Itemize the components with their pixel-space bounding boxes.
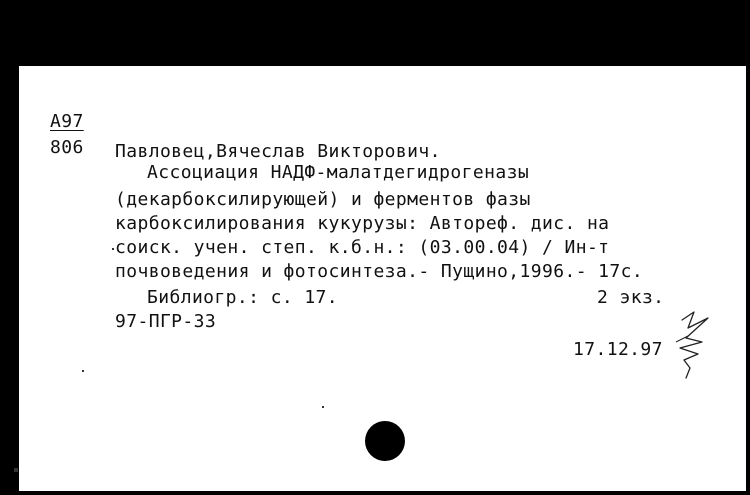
- handwritten-signature: [668, 308, 714, 380]
- registration-number: 97-ПГР-33: [115, 311, 217, 332]
- scan-border-left: [0, 0, 19, 495]
- scan-speck: [82, 370, 84, 372]
- title-line-3: карбоксилирования кукурузы: Автореф. дис. на: [115, 213, 610, 234]
- title-line-1: Ассоциация НАДФ-малатдегидрогеназы: [147, 162, 530, 183]
- scan-speck: [14, 468, 18, 472]
- copies-count: 2 экз.: [597, 287, 665, 308]
- bibliography-note: Библиогр.: с. 17.: [147, 287, 339, 308]
- title-line-2: (декарбоксилирующей) и ферментов фазы: [115, 189, 531, 210]
- author-line: Павловец,Вячеслав Викторович.: [115, 141, 441, 162]
- title-line-5: почвоведения и фотосинтеза.- Пущино,1996.- 17с.: [115, 261, 644, 282]
- scan-speck: [322, 406, 324, 408]
- punch-hole: [365, 421, 405, 461]
- card-date: 17.12.97: [573, 339, 663, 360]
- scan-border-bottom: [0, 491, 750, 495]
- scan-border-right: [746, 66, 750, 495]
- title-line-4: соиск. учен. степ. к.б.н.: (03.00.04) / Ин-т: [115, 237, 610, 258]
- scan-speck: [112, 248, 114, 250]
- scan-border-top: [0, 0, 750, 66]
- shelf-number: 806: [50, 137, 84, 158]
- shelf-mark: А97: [50, 111, 84, 132]
